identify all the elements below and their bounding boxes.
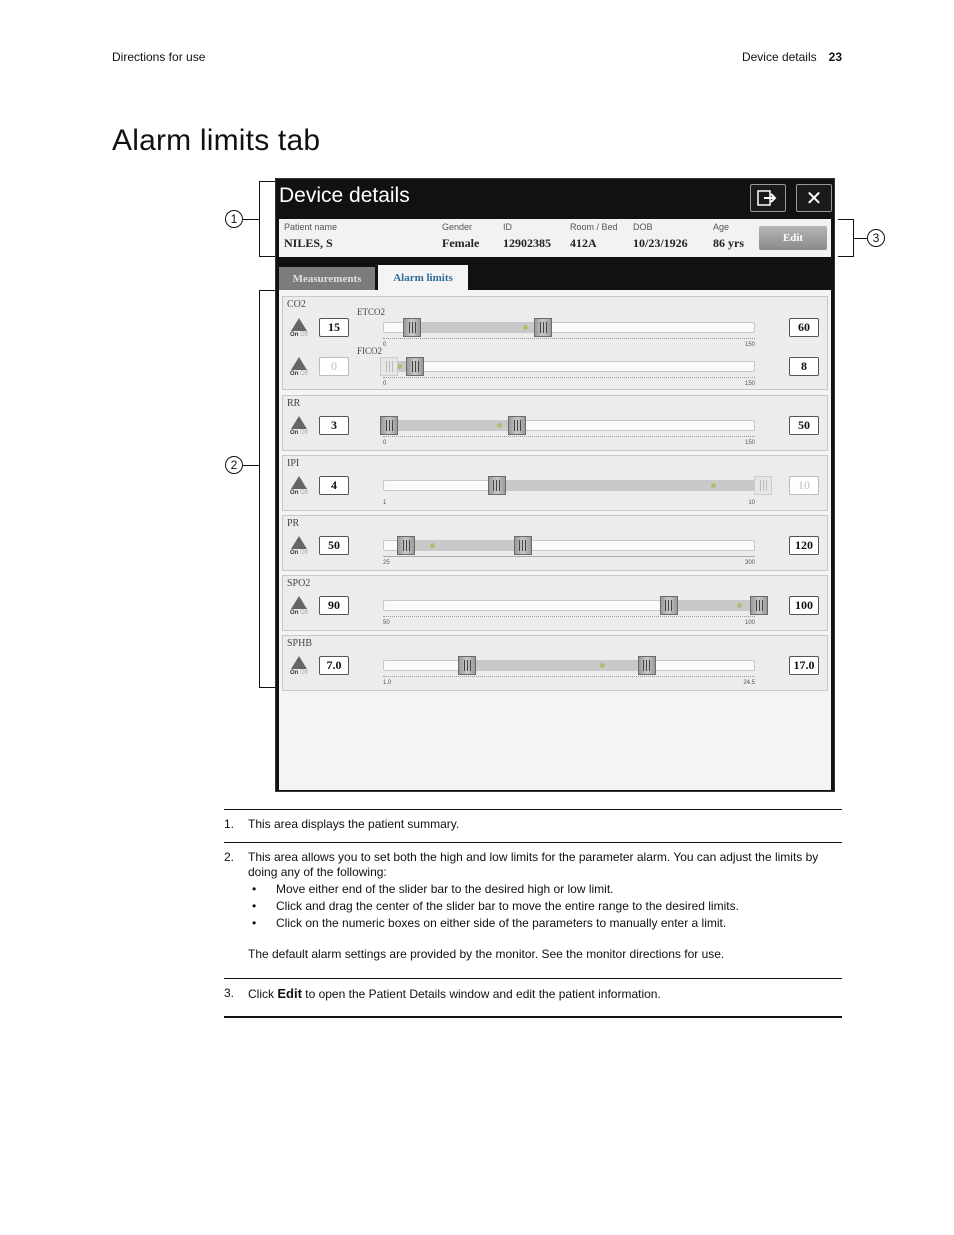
page-number: 23 (828, 50, 842, 64)
pr-scale-min: 25 (383, 560, 390, 566)
ipi-slider-track[interactable] (383, 480, 755, 491)
callout-2: 2 (225, 456, 243, 474)
fico2-alarm-toggle[interactable]: On Off (288, 357, 310, 377)
sphb-low-input[interactable]: 7.0 (319, 656, 349, 675)
param-name: CO2 (287, 299, 306, 310)
dob-field: DOB 10/23/1926 (633, 222, 688, 250)
fico2-label: FICO2 (357, 346, 383, 356)
bracket-3-bottom (838, 256, 854, 257)
running-header-left: Directions for use (112, 50, 206, 64)
ipi-scale (383, 496, 755, 500)
fico2-low-handle[interactable] (380, 357, 398, 376)
fico2-high-input[interactable]: 8 (789, 357, 819, 376)
sphb-slider-track[interactable] (383, 660, 755, 671)
alarm-bell-icon (291, 318, 307, 331)
ipi-scale-min: 1 (383, 500, 387, 506)
fico2-slider-track[interactable] (383, 361, 755, 372)
fico2-low-input[interactable]: 0 (319, 357, 349, 376)
rr-high-input[interactable]: 50 (789, 416, 819, 435)
spo2-panel (282, 575, 828, 631)
page-title: Alarm limits tab (112, 124, 321, 157)
param-name: IPI (287, 458, 300, 469)
alarm-bell-icon (291, 536, 307, 549)
bracket-1-vertical (259, 181, 260, 257)
rr-center-dot (497, 423, 502, 428)
ipi-scale-max: 10 (748, 500, 755, 506)
running-header-right (742, 50, 842, 64)
spo2-high-input[interactable]: 100 (789, 596, 819, 615)
rr-low-handle[interactable] (380, 416, 398, 435)
exit-button[interactable] (750, 184, 786, 212)
spo2-alarm-toggle[interactable]: On Off (288, 596, 310, 616)
window-title: Device details (279, 184, 410, 207)
param-name: SPO2 (287, 578, 311, 589)
fico2-scale-min: 0 (383, 381, 387, 387)
notes-bottom-rule (224, 1016, 842, 1018)
bracket-1-top (259, 181, 275, 182)
spo2-low-handle[interactable] (660, 596, 678, 615)
etco2-high-handle[interactable] (534, 318, 552, 337)
etco2-center-dot (523, 325, 528, 330)
rr-high-handle[interactable] (508, 416, 526, 435)
alarm-bell-icon (291, 596, 307, 609)
fico2-scale (383, 377, 755, 382)
bracket-2-top (259, 290, 275, 291)
callout-1: 1 (225, 210, 243, 228)
device-details-window (275, 178, 835, 792)
alarm-bell-icon (291, 476, 307, 489)
ipi-panel (282, 455, 828, 511)
alarm-bell-icon (291, 656, 307, 669)
rr-low-input[interactable]: 3 (319, 416, 349, 435)
alarm-bell-icon (291, 416, 307, 429)
callout-2-leader (243, 465, 259, 466)
pr-scale (383, 556, 755, 561)
param-name: RR (287, 398, 301, 409)
room-bed-field: Room / Bed 412A (570, 222, 618, 250)
ipi-low-input[interactable]: 4 (319, 476, 349, 495)
ipi-high-handle[interactable] (754, 476, 772, 495)
note-1: 1. This area displays the patient summary. (224, 809, 842, 842)
etco2-low-input[interactable]: 15 (319, 318, 349, 337)
spo2-scale-max: 100 (744, 620, 755, 626)
spo2-scale-min: 50 (383, 620, 390, 626)
callout-1-leader (243, 219, 259, 220)
etco2-alarm-toggle[interactable]: On Off (288, 318, 310, 338)
rr-panel (282, 395, 828, 451)
spo2-high-handle[interactable] (750, 596, 768, 615)
sphb-scale-min: 1.0 (383, 680, 392, 686)
alarm-limits-content (279, 290, 831, 790)
bracket-1-bottom (259, 256, 275, 257)
co2-panel (282, 296, 828, 390)
patient-summary-bar (279, 219, 831, 257)
pr-panel (282, 515, 828, 571)
spo2-slider-track[interactable] (383, 600, 755, 611)
etco2-scale-max: 150 (744, 342, 755, 348)
ipi-low-handle[interactable] (488, 476, 506, 495)
edit-button[interactable]: Edit (759, 226, 827, 250)
pr-alarm-toggle[interactable]: On Off (288, 536, 310, 556)
note-2: 2. This area allows you to set both the high and low limits for the parameter alarm. You can adjust the limits by doing any of the following: • Move either end of the slider bar to the desired high or low limit. • Click and drag the center of the slider bar to move the entire range to the desired limits. • Click on the numeric boxes on either side of the parameters to manually enter a limit. The default alarm settings are provided by the monitor. See the monitor directions for use. (224, 842, 842, 978)
callout-notes (224, 809, 842, 1018)
header-section: Device details (741, 50, 817, 64)
fico2-scale-max: 150 (744, 381, 755, 387)
etco2-low-handle[interactable] (403, 318, 421, 337)
tab-alarm-limits[interactable]: Alarm limits (378, 265, 468, 290)
bracket-2-bottom (259, 687, 275, 688)
sphb-high-handle[interactable] (638, 656, 656, 675)
note-2-bullets: • Move either end of the slider bar to the desired high or low limit. • Click and drag the center of the slider bar to move the entire range to the desired limits. • Click on the numeric boxes on either side of the parameters to manually enter a limit. (248, 882, 842, 931)
spo2-scale (383, 616, 755, 621)
age-field: Age 86 yrs (713, 222, 744, 250)
close-icon: ✕ (805, 187, 823, 210)
tab-measurements[interactable]: Measurements (279, 267, 375, 290)
pr-slider-track[interactable] (383, 540, 755, 551)
rr-scale (383, 436, 755, 441)
id-field: ID 12902385 (503, 222, 551, 250)
close-button[interactable] (796, 184, 832, 212)
sphb-range-fill[interactable] (467, 661, 646, 670)
fico2-high-handle[interactable] (406, 357, 424, 376)
patient-name-field: Patient name NILES, S (284, 222, 338, 250)
etco2-scale (383, 338, 755, 343)
ipi-high-input[interactable]: 10 (789, 476, 819, 495)
etco2-slider-track[interactable] (383, 322, 755, 333)
bracket-2-vertical (259, 290, 260, 688)
etco2-scale-min: 0 (383, 342, 387, 348)
callout-3: 3 (867, 229, 885, 247)
bracket-3-top (838, 219, 854, 220)
sphb-scale (383, 676, 755, 681)
etco2-label: ETCO2 (357, 307, 385, 317)
sphb-low-handle[interactable] (458, 656, 476, 675)
sphb-high-input[interactable]: 17.0 (789, 656, 819, 675)
param-name: SPHB (287, 638, 313, 649)
pr-high-handle[interactable] (514, 536, 532, 555)
note-3: 3. Click Edit to open the Patient Details window and edit the patient information. (224, 978, 842, 1016)
exit-arrow-icon (757, 190, 779, 206)
rr-slider-track[interactable] (383, 420, 755, 431)
pr-range-fill[interactable] (406, 541, 523, 550)
rr-alarm-toggle[interactable]: On Off (288, 416, 310, 436)
pr-high-input[interactable]: 120 (789, 536, 819, 555)
pr-low-handle[interactable] (397, 536, 415, 555)
ipi-alarm-toggle[interactable]: On Off (288, 476, 310, 496)
gender-field: Gender Female (442, 222, 480, 250)
spo2-low-input[interactable]: 90 (319, 596, 349, 615)
sphb-panel (282, 635, 828, 691)
param-name: PR (287, 518, 300, 529)
rr-scale-max: 150 (744, 440, 755, 446)
pr-low-input[interactable]: 50 (319, 536, 349, 555)
alarm-bell-icon (291, 357, 307, 370)
sphb-alarm-toggle[interactable]: On Off (288, 656, 310, 676)
etco2-high-input[interactable]: 60 (789, 318, 819, 337)
rr-scale-min: 0 (383, 440, 387, 446)
pr-scale-max: 300 (744, 560, 755, 566)
callout-3-leader (854, 238, 868, 239)
sphb-scale-max: 24.5 (743, 680, 755, 686)
